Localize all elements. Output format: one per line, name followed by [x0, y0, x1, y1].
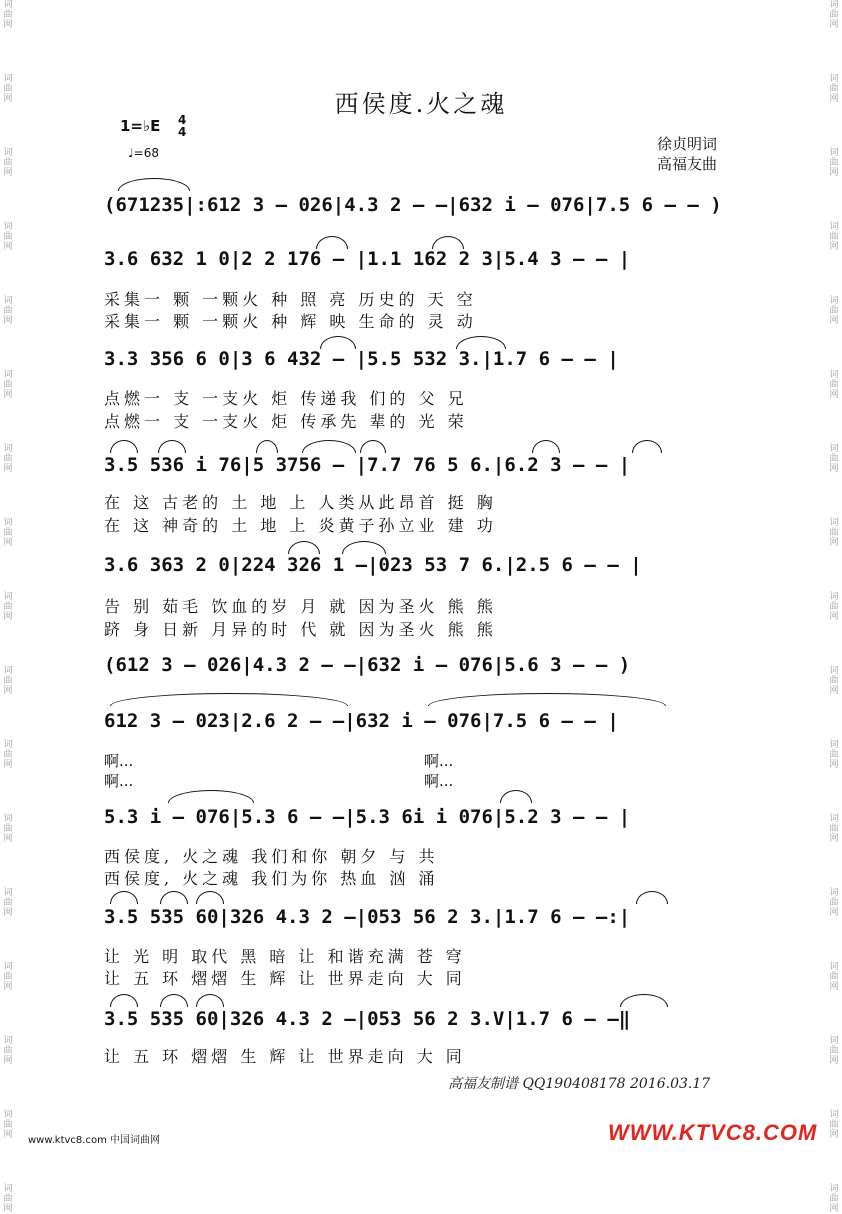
composer-credit: 高福友曲	[657, 155, 718, 173]
slur	[360, 440, 386, 453]
song-title: 西侯度.火之魂	[334, 90, 508, 118]
lyric-verse-1: 采集一 颗 一颗火 种 照 亮 历史的 天 空	[104, 290, 477, 309]
meter-top: 4	[178, 113, 187, 127]
slur	[158, 440, 186, 453]
music-line-8: 3.5 535 60|326 4.3 2 –|053 56 2 3.|1.7 6 – –:|	[104, 906, 631, 928]
slur	[256, 440, 278, 453]
watermark-text: 词 曲 网	[3, 74, 13, 104]
watermark-text: 词 曲 网	[829, 592, 839, 622]
music-line-4: 3.6 363 2 0|224 326 1 –|023 53 7 6.|2.5 6 – – |	[104, 554, 642, 576]
slur	[636, 891, 668, 904]
lyric-verse-1: 让 光 明 取代 黑 暗 让 和谐充满 苍 穹	[104, 947, 466, 966]
slur	[432, 236, 464, 249]
watermark-text: 词 曲 网	[829, 1036, 839, 1066]
music-line-interlude: (612 3 – 026|4.3 2 – –|632 i – 076|5.6 3 – – )	[104, 654, 631, 676]
slur	[110, 994, 138, 1007]
lyric-verse-1: 在 这 古老的 土 地 上 人类从此昂首 挺 胸	[104, 493, 497, 512]
music-line-7: 5.3 i – 076|5.3 6 – –|5.3 6i i 076|5.2 3 – – |	[104, 806, 631, 828]
slur	[110, 440, 138, 453]
left-watermark-strip	[0, 0, 16, 1214]
lyric-final: 让 五 环 熠熠 生 辉 让 世界走向 大 同	[104, 1047, 466, 1066]
slur	[160, 891, 188, 904]
watermark-text: 词 曲 网	[3, 370, 13, 400]
watermark-text: 词 曲 网	[3, 518, 13, 548]
lyric-verse-1: 点燃一 支 一支火 炬 传递我 们的 父 兄	[104, 389, 468, 408]
lyric-verse-2: 点燃一 支 一支火 炬 传承先 辈的 光 荣	[104, 412, 468, 431]
music-line-9: 3.5 535 60|326 4.3 2 –|053 56 2 3.V|1.7 6 – –‖	[104, 1008, 631, 1030]
watermark-text: 词 曲 网	[3, 148, 13, 178]
vocal-ah: 啊...	[104, 772, 134, 790]
watermark-text: 词 曲 网	[829, 1110, 839, 1140]
music-line-2: 3.3 356 6 0|3 6 432 – |5.5 532 3.|1.7 6 – – |	[104, 348, 619, 370]
slur	[532, 440, 560, 453]
watermark-text: 词 曲 网	[3, 444, 13, 474]
watermark-text: 词 曲 网	[3, 592, 13, 622]
watermark-text: 词 曲 网	[3, 222, 13, 252]
slur	[316, 236, 348, 249]
slur	[288, 541, 320, 554]
watermark-text: 词 曲 网	[829, 444, 839, 474]
slur	[342, 541, 386, 554]
slur	[302, 440, 356, 453]
slur	[632, 440, 662, 453]
watermark-text: 词 曲 网	[3, 814, 13, 844]
music-line-6: 612 3 – 023|2.6 2 – –|632 i – 076|7.5 6 – – |	[104, 710, 619, 732]
slur	[456, 336, 506, 349]
watermark-text: 词 曲 网	[829, 740, 839, 770]
watermark-text: 词 曲 网	[3, 1110, 13, 1140]
site-link-text[interactable]: www.ktvc8.com 中国词曲网	[28, 1135, 161, 1146]
watermark-text: 词 曲 网	[829, 222, 839, 252]
slur	[620, 994, 668, 1007]
slur	[196, 891, 224, 904]
watermark-text: 词 曲 网	[829, 1184, 839, 1214]
slur	[196, 994, 224, 1007]
watermark-text: 词 曲 网	[3, 1036, 13, 1066]
music-line-1: 3.6 632 1 0|2 2 176 – |1.1 162 2 3|5.4 3 – – |	[104, 248, 631, 270]
vocal-ah: 啊...	[424, 772, 454, 790]
watermark-text: 词 曲 网	[829, 74, 839, 104]
slur	[110, 891, 138, 904]
lyric-verse-2: 让 五 环 熠熠 生 辉 让 世界走向 大 同	[104, 969, 466, 988]
vocal-ah: 啊...	[424, 752, 454, 770]
meter-bottom: 4	[178, 125, 187, 139]
slur	[168, 790, 254, 803]
watermark-text: 词 曲 网	[3, 296, 13, 326]
watermark-text: 词 曲 网	[829, 962, 839, 992]
lyricist-credit: 徐贞明词	[657, 135, 718, 153]
watermark-text: 词 曲 网	[829, 814, 839, 844]
music-line-intro: (671235|:612 3 – 026|4.3 2 – –|632 i – 076|7.5 6 – – )	[104, 194, 722, 216]
watermark-text: 词 曲 网	[829, 370, 839, 400]
lyric-verse-2: 采集一 颗 一颗火 种 辉 映 生命的 灵 动	[104, 312, 477, 331]
vocal-ah: 啊...	[104, 752, 134, 770]
song-credits	[657, 134, 717, 174]
phrase-slur	[428, 693, 666, 706]
tempo-marking: ♩=68	[128, 146, 159, 160]
site-logo-text[interactable]: WWW.KTVC8.COM	[608, 1120, 818, 1145]
lyric-verse-1: 告 别 茹毛 饮血的岁 月 就 因为圣火 熊 熊	[104, 597, 497, 616]
lyric-verse-2: 跻 身 日新 月异的时 代 就 因为圣火 熊 熊	[104, 620, 497, 639]
watermark-text: 词 曲 网	[829, 518, 839, 548]
slur	[320, 336, 356, 349]
watermark-text: 词 曲 网	[3, 888, 13, 918]
lyric-verse-1: 西侯度, 火之魂 我们和你 朝夕 与 共	[104, 847, 439, 866]
watermark-text: 词 曲 网	[3, 1184, 13, 1214]
watermark-text: 词 曲 网	[829, 666, 839, 696]
slur	[500, 790, 532, 803]
time-signature	[178, 114, 186, 138]
transcriber-credit: 高福友制谱 QQ190408178 2016.03.17	[448, 1076, 711, 1092]
watermark-text: 词 曲 网	[3, 0, 13, 30]
watermark-text: 词 曲 网	[3, 962, 13, 992]
lyric-verse-2: 西侯度, 火之魂 我们为你 热血 汹 涌	[104, 869, 439, 888]
lyric-verse-2: 在 这 神奇的 土 地 上 炎黄子孙立业 建 功	[104, 516, 497, 535]
watermark-text: 词 曲 网	[3, 666, 13, 696]
music-line-3: 3.5 536 i 76|5 3756 – |7.7 76 5 6.|6.2 3 – – |	[104, 454, 631, 476]
watermark-text: 词 曲 网	[829, 296, 839, 326]
phrase-slur	[110, 693, 348, 706]
tuplet-slur	[118, 178, 190, 191]
watermark-text: 词 曲 网	[3, 740, 13, 770]
watermark-text: 词 曲 网	[829, 148, 839, 178]
right-watermark-strip	[826, 0, 842, 1214]
watermark-text: 词 曲 网	[829, 0, 839, 30]
slur	[160, 994, 188, 1007]
watermark-text: 词 曲 网	[829, 888, 839, 918]
key-signature: 1=♭E	[120, 117, 161, 135]
